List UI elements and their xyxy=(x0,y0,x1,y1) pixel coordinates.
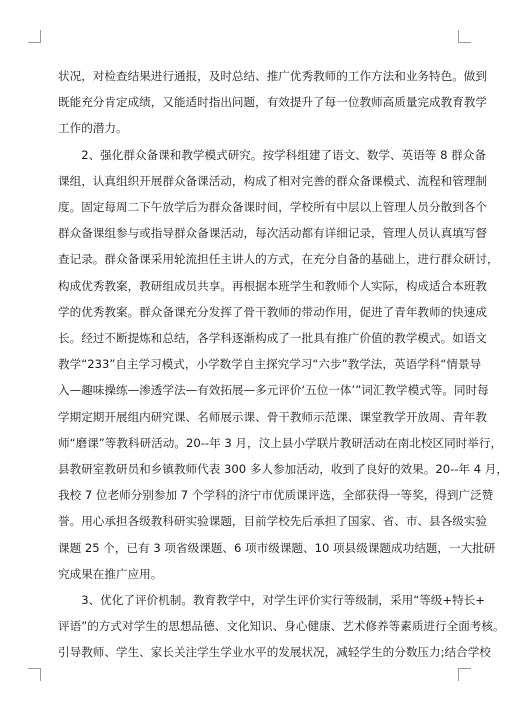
text-line: 2、强化群众备课和教学模式研究。按学科组建了语文、数学、英语等 8 群众备 xyxy=(58,147,486,162)
text-line: 教学“233”自主学习模式，小学数学自主探究学习“六步”教学法，英语学科“情景导 xyxy=(58,357,482,372)
text-line: 究成果在推广应用。 xyxy=(58,566,163,581)
crop-mark-top-left xyxy=(28,30,41,43)
text-line: 誉。用心承担各级教科研实验课题，目前学校先后承担了国家、省、市、县各级实验 xyxy=(58,514,487,529)
text-line: 引导教师、学生、家长关注学生学业水平的发展状况，减轻学生的分数压力;结合学校 xyxy=(58,645,491,660)
text-line: 课题 25 个，已有 3 项省级课题、6 项市级课题、10 项县级课题成功结题，一大批研 xyxy=(58,540,496,555)
crop-mark-top-right xyxy=(458,30,471,43)
crop-mark-bottom-left xyxy=(28,668,41,681)
text-line: 工作的潜力。 xyxy=(58,121,128,136)
text-line: 状况，对检查结果进行通报，及时总结、推广优秀教师的工作方法和业务特色。做到 xyxy=(58,69,487,83)
text-line: 3、优化了评价机制。教育教学中，对学生评价实行等级制，采用“等级+特长+ xyxy=(58,593,486,608)
text-line: 评语”的方式对学生的思想品德、文化知识、身心健康、艺术修养等素质进行全面考核。 xyxy=(58,619,505,634)
text-line: 课组，认真组织开展群众备课活动，构成了相对完善的群众备课模式、流程和管理制 xyxy=(58,173,487,188)
crop-mark-bottom-right xyxy=(458,668,471,681)
text-line: 学的优秀教案。群众备课充分发挥了骨干教师的带动作用，促进了青年教师的快速成 xyxy=(58,304,487,319)
text-line: 学期定期开展组内研究课、名师展示课、骨干教师示范课、课堂教学开放周、青年教 xyxy=(58,409,487,424)
text-line: 入—趣味操练—渗透学法—有效拓展—多元评价‘五位一体’”词汇教学模式等。同时每 xyxy=(58,383,489,398)
text-line: 既能充分肯定成绩，又能适时指出问题，有效提升了每一位教师高质量完成教育教学 xyxy=(58,95,487,110)
text-line: 度。固定每周二下午放学后为群众备课时间，学校所有中层以上管理人员分散到各个 xyxy=(58,200,487,215)
text-line: 查记录。群众备课采用轮流担任主讲人的方式，在充分自备的基础上，进行群众研讨， xyxy=(58,252,499,267)
text-line: 群众备课组参与或指导群众备课活动，每次活动都有详细记录，管理人员认真填写督 xyxy=(58,226,487,241)
text-line: 师“磨课”等教科研活动。20--年 3 月，汶上县小学联片教研活动在南北校区同时举行， xyxy=(58,435,503,450)
document-body xyxy=(58,63,508,666)
text-line: 县教研室教研员和乡镇教师代表 300 多人参加活动，收到了良好的效果。20--年 4 月， xyxy=(58,462,508,477)
text-line: 我校 7 位老师分别参加 7 个学科的济宁市优质课评选，全部获得一等奖，得到广泛赞 xyxy=(58,488,494,503)
text-line: 构成优秀教案，教研组成员共享。再根据本班学生和教师个人实际，构成适合本班教 xyxy=(58,278,487,293)
text-line: 长。经过不断提炼和总结，各学科逐渐构成了一批具有推广价值的教学模式。如语文 xyxy=(58,331,487,346)
